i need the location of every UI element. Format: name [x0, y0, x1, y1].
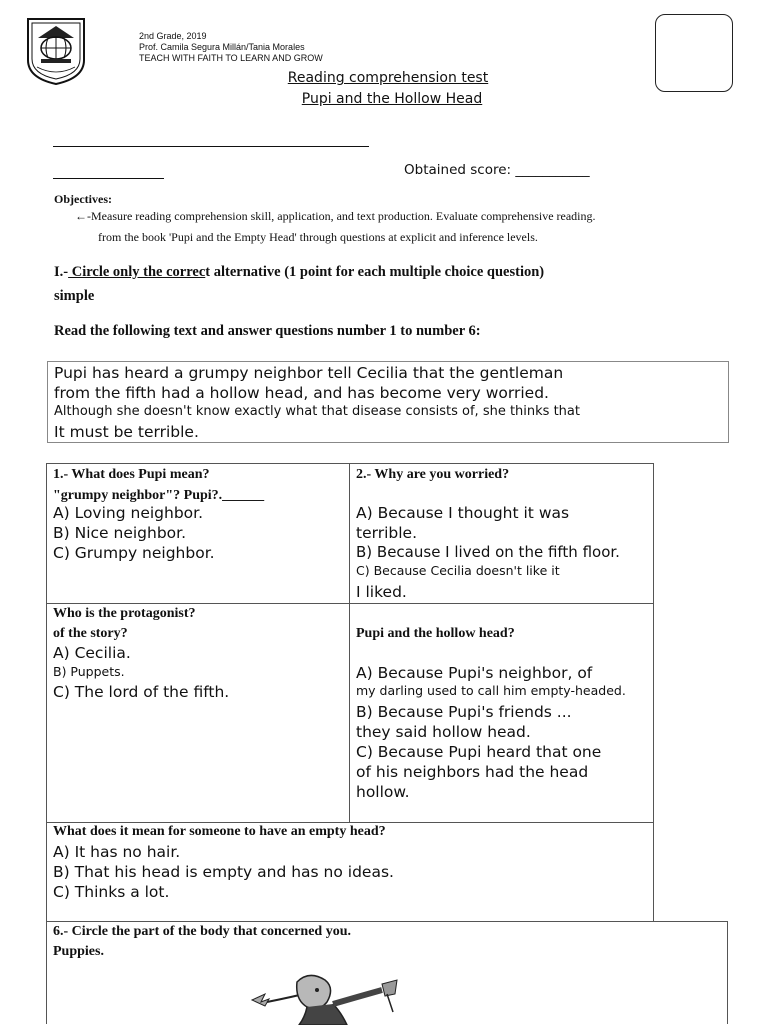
reading-instruction: Read the following text and answer questions number 1 to number 6:	[54, 323, 481, 339]
objectives-line-1: ←-Measure reading comprehension skill, application, and text production. Evaluate comprehensive reading.	[75, 209, 596, 223]
section-heading-rest: t alternative (1 point for each multiple choice question)	[205, 264, 545, 280]
section-number: I.-	[54, 264, 69, 280]
section-heading-line2: simple	[54, 288, 95, 304]
grade-text: 2nd Grade, 2019	[139, 31, 207, 41]
teachers-text: Prof. Camila Segura Millán/Tania Morales	[139, 42, 305, 52]
question-2-option-c[interactable]: C) Because Cecilia doesn't like it	[356, 563, 560, 578]
question-4-option-b-cont: they said hollow head.	[356, 723, 531, 741]
page-subtitle: Pupi and the Hollow Head	[301, 91, 483, 107]
name-line	[53, 146, 369, 147]
passage-line-2: from the fifth had a hollow head, and has become very worried.	[54, 384, 549, 402]
question-5-option-a[interactable]: A) It has no hair.	[53, 843, 181, 861]
motto-text: TEACH WITH FAITH TO LEARN AND GROW	[139, 53, 323, 63]
passage-line-1: Pupi has heard a grumpy neighbor tell Cecilia that the gentleman	[54, 364, 564, 382]
question-3-text-2: of the story?	[53, 626, 128, 641]
question-2-text: 2.- Why are you worried?	[356, 467, 510, 482]
question-3-option-c[interactable]: C) The lord of the fifth.	[53, 683, 230, 701]
question-4-option-a[interactable]: A) Because Pupi's neighbor, of	[356, 664, 593, 682]
question-3-option-b[interactable]: B) Puppets.	[53, 664, 125, 679]
passage-line-3: Although she doesn't know exactly what that disease consists of, she thinks that	[54, 404, 580, 419]
page-title: Reading comprehension test	[287, 70, 489, 86]
question-4-text: Pupi and the hollow head?	[356, 626, 515, 641]
question-2-option-b[interactable]: B) Because I lived on the fifth floor.	[356, 543, 620, 561]
section-heading-underlined: Circle only the correc	[68, 264, 206, 280]
pupi-illustration[interactable]	[247, 972, 447, 1025]
objectives-label: Objectives:	[54, 192, 112, 206]
reading-passage	[47, 361, 729, 443]
passage-line-4: It must be terrible.	[54, 423, 199, 441]
question-1-cell	[46, 463, 350, 604]
question-6-cell	[46, 921, 728, 1024]
question-2-option-a-cont: terrible.	[356, 524, 418, 542]
question-5-text: What does it mean for someone to have an empty head?	[53, 824, 386, 839]
obtained-score-label: Obtained score: ___________	[404, 162, 590, 178]
question-6-text-2: Puppies.	[53, 944, 104, 959]
objectives-line-2: from the book 'Pupi and the Empty Head' through questions at explicit and inference levels.	[98, 230, 538, 244]
question-1-option-c[interactable]: C) Grumpy neighbor.	[53, 544, 215, 562]
question-3-cell	[46, 603, 350, 823]
question-2-option-a[interactable]: A) Because I thought it was	[356, 504, 570, 522]
section-heading	[54, 264, 544, 281]
question-2-cell	[349, 463, 654, 604]
question-4-option-b[interactable]: B) Because Pupi's friends ...	[356, 703, 572, 721]
date-line	[53, 178, 164, 179]
question-4-cell	[349, 603, 654, 823]
question-4-option-a-cont: my darling used to call him empty-headed.	[356, 683, 626, 698]
question-5-option-c[interactable]: C) Thinks a lot.	[53, 883, 170, 901]
question-3-text: Who is the protagonist?	[53, 606, 196, 621]
question-4-option-c[interactable]: C) Because Pupi heard that one	[356, 743, 602, 761]
question-4-option-c-cont: of his neighbors had the head	[356, 763, 589, 781]
question-1-text: 1.- What does Pupi mean?	[53, 467, 210, 482]
question-5-option-b[interactable]: B) That his head is empty and has no ideas.	[53, 863, 394, 881]
question-1-text-2: "grumpy neighbor"? Pupi?.______	[53, 488, 265, 503]
question-4-option-c-cont-2: hollow.	[356, 783, 410, 801]
question-2-option-c-cont: I liked.	[356, 583, 407, 601]
question-1-option-a[interactable]: A) Loving neighbor.	[53, 504, 204, 522]
question-5-cell	[46, 822, 654, 922]
question-1-option-b[interactable]: B) Nice neighbor.	[53, 524, 187, 542]
question-6-text: 6.- Circle the part of the body that concerned you.	[53, 924, 351, 939]
question-3-option-a[interactable]: A) Cecilia.	[53, 644, 131, 662]
